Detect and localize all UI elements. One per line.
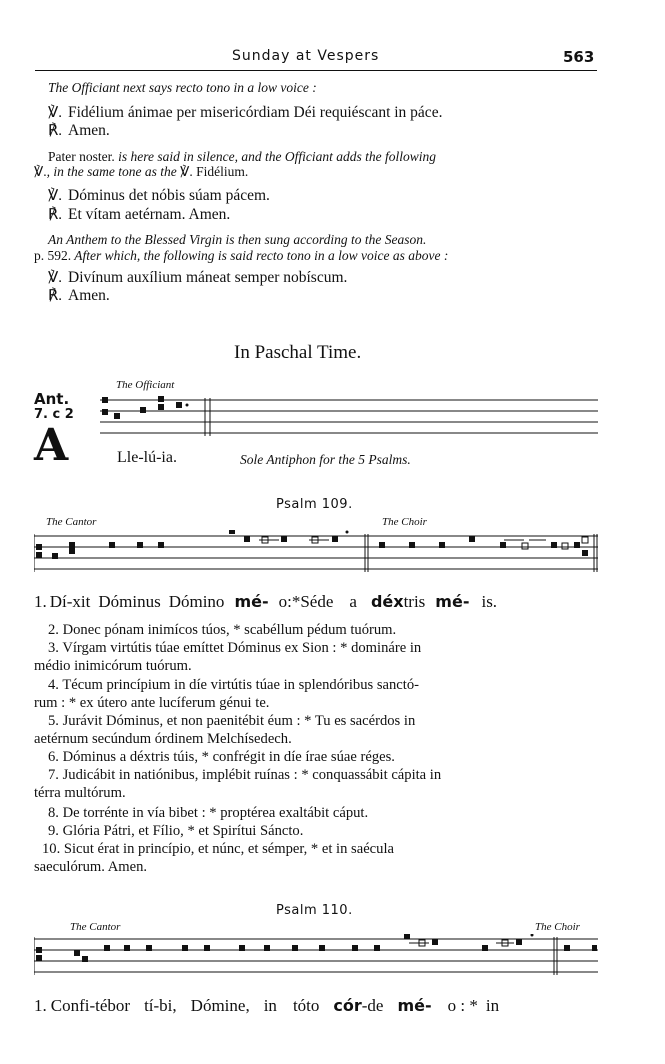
versicle-divinum [48, 268, 347, 287]
response-symbol: ℟. [48, 123, 63, 139]
fidelium-ref: Fidélium. [196, 164, 249, 179]
versicle-text: Fidélium ánimae per misericórdiam Déi requiéscant in páce. [68, 104, 443, 121]
rubric-recto-tono: The Officiant next says recto tono in a low voice : [48, 80, 317, 95]
incipit-syllable: cór [333, 996, 362, 1015]
response-symbol: ℟. [48, 288, 63, 304]
incipit-syllable: o:*Séde [278, 592, 334, 611]
page-number: 563 [563, 48, 595, 66]
incipit-syllable: Dómine, [190, 996, 250, 1015]
versicle-symbol: ℣. [48, 270, 63, 286]
section-title: In Paschal Time. [234, 342, 362, 363]
incipit-syllable: in [485, 996, 500, 1015]
note [176, 402, 182, 408]
psalm-verse-line: 2. Donec pónam inimícos túos, * scabéllum pédum tuórum. [48, 622, 397, 638]
antiphon-text: Lle-lú-ia. [117, 449, 177, 466]
rubric-after-which [34, 248, 448, 264]
psalm-verse-line: saeculórum. Amen. [34, 859, 148, 875]
incipit-syllable: in [263, 996, 277, 1015]
psalm-verse-line: rum : * ex útero ante lucíferum génui te. [34, 695, 270, 711]
note [114, 413, 120, 419]
versicle-text: Dóminus det nóbis súam pácem. [68, 187, 270, 204]
psalm-109-staff [34, 530, 598, 578]
incipit-syllable: mé- [397, 996, 432, 1015]
psalm-verse-line: térra multórum. [34, 785, 126, 801]
psalm-verse-line: 3. Vírgam virtútis túae emíttet Dóminus ex Sion : * domináre in [48, 640, 422, 656]
response-amen [48, 121, 110, 140]
incipit-syllable: tóto [292, 996, 320, 1015]
psalm-verse-line: 9. Glória Pátri, et Fílio, * et Spirítui Sáncto. [48, 823, 304, 839]
response-text: Et vítam aetérnam. Amen. [68, 206, 231, 223]
psalm-verse-line: 6. Dóminus a déxtris túis, * confrégit in díe írae súae réges. [48, 749, 395, 765]
mode-label: 7. c 2 [34, 407, 74, 422]
psalm-109-incipit [34, 592, 497, 612]
response-vitam [48, 205, 230, 224]
psalm-verse-line: 7. Judicábit in natiónibus, implébit ruínas : * conquassábit cápita in [48, 767, 442, 783]
antiphon-staff [100, 396, 598, 442]
response-symbol: ℟. [48, 207, 63, 223]
header-rule [35, 70, 597, 71]
incipit-syllable: 1. [34, 592, 47, 611]
note [158, 404, 164, 410]
psalm-110-title: Psalm 110. [276, 903, 353, 918]
initial-letter: A [34, 420, 69, 471]
rubric-after-which-text: After which, the following is said recto tono in a low voice as above : [74, 248, 449, 263]
running-title: Sunday at Vespers [232, 48, 380, 64]
psalm-109-title: Psalm 109. [276, 497, 353, 512]
response-text: Amen. [68, 287, 110, 304]
response-text: Amen. [68, 122, 110, 139]
versicle-fidelium [48, 103, 442, 122]
psalm-110-cantor-label: The Cantor [70, 921, 121, 933]
rubric-same-tone: ℣., in the same tone as the ℣. Fidélium. [34, 164, 249, 179]
pater-noster: Pater noster. [48, 149, 115, 164]
versicle-symbol: ℣. [48, 188, 63, 204]
psalm-verse-line: aetérnum secúndum órdinem Melchísedech. [34, 731, 292, 747]
rubric-silence: is here said in silence, and the Officiant adds the following [118, 149, 436, 164]
psalm-verse-line: 10. Sicut érat in princípio, et núnc, et sémper, * et in saécula [42, 841, 394, 857]
rubric-same-tone-text: in the same tone as the [53, 164, 177, 179]
note [158, 396, 164, 402]
psalm-110-choir-label: The Choir [535, 921, 580, 933]
incipit-syllable: -de [361, 996, 384, 1015]
versicle-symbol: ℣. [48, 105, 63, 121]
psalm-109-choir-label: The Choir [382, 516, 427, 528]
antiphon-note: Sole Antiphon for the 5 Psalms. [240, 452, 411, 467]
psalm-verse-line: médio inimicórum tuórum. [34, 658, 192, 674]
rubric-pater-noster [48, 149, 436, 165]
incipit-syllable: Dóminus [98, 592, 161, 611]
antiphon-label: Ant. [34, 390, 70, 408]
psalm-verse-line: 8. De torrénte in vía bibet : * proptérea exaltábit cáput. [48, 805, 369, 821]
incipit-syllable: tí-bi, [144, 996, 177, 1015]
rubric-anthem: An Anthem to the Blessed Virgin is then sung according to the Season. [48, 232, 427, 247]
response-amen-2 [48, 286, 110, 305]
incipit-syllable: déx [370, 592, 404, 611]
clef [102, 397, 108, 403]
note [140, 407, 146, 413]
incipit-syllable: o : * [447, 996, 478, 1015]
incipit-syllable: Dómino [168, 592, 225, 611]
versicle-symbol: ℣. [34, 164, 47, 179]
incipit-syllable: tris [403, 592, 426, 611]
versicle-text: Divínum auxílium máneat semper nobíscum. [68, 269, 348, 286]
psalm-109-cantor-label: The Cantor [46, 516, 97, 528]
incipit-syllable: is. [481, 592, 498, 611]
psalm-110-staff [34, 934, 598, 980]
psalm-verse-line: 4. Técum princípium in díe virtútis túae in splendóribus sanctó- [48, 677, 419, 693]
incipit-syllable: mé- [234, 592, 269, 611]
psalm-110-incipit [34, 996, 499, 1016]
page-reference: p. 592. [34, 248, 72, 263]
versicle-symbol: ℣. [180, 164, 193, 179]
incipit-syllable: Dí-xit [49, 592, 91, 611]
psalm-verse-line: 5. Jurávit Dóminus, et non paenitébit éum : * Tu es sacérdos in [48, 713, 416, 729]
versicle-dominus [48, 186, 270, 205]
incipit-syllable: 1. [34, 996, 47, 1015]
incipit-syllable: a [349, 592, 357, 611]
officiant-label: The Officiant [116, 379, 175, 391]
incipit-syllable: mé- [435, 592, 470, 611]
incipit-syllable: Confi-tébor [50, 996, 131, 1015]
